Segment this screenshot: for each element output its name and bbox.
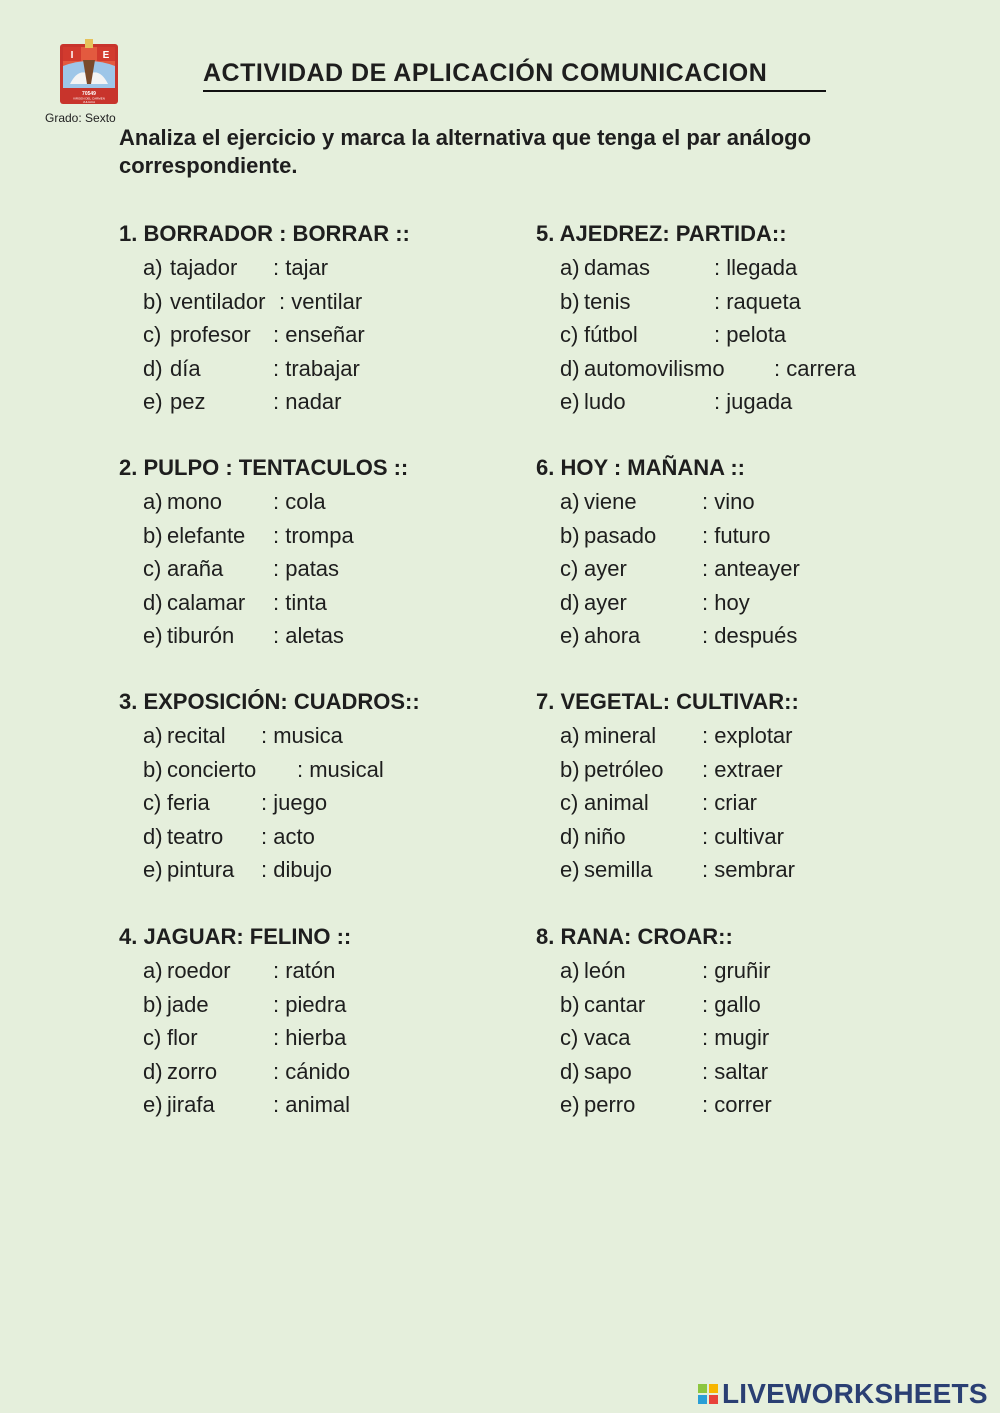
option-term: elefante [167, 522, 246, 548]
option-pair: : pelota [714, 322, 787, 348]
option-pair: : trompa [273, 522, 354, 548]
option-letter: a) [560, 958, 580, 983]
option-pair: : criar [702, 790, 757, 816]
option-b[interactable] [560, 285, 936, 319]
option-a[interactable] [143, 719, 519, 753]
option-term: pintura [167, 857, 235, 883]
option-letter: c) [143, 790, 162, 816]
option-letter: c) [143, 322, 162, 348]
question-7 [536, 685, 936, 887]
option-letter: e) [560, 623, 580, 649]
option-pair: : trabajar [273, 355, 360, 381]
option-letter: e) [143, 389, 163, 415]
option-letter: e) [143, 857, 163, 883]
option-pair: : sembrar [702, 857, 795, 883]
option-term: ahora [584, 623, 641, 649]
question-title: 4. JAGUAR: FELINO :: [119, 924, 352, 949]
option-pair: : futuro [702, 522, 771, 548]
option-letter: d) [143, 1058, 163, 1084]
option-pair: : cultivar [702, 823, 784, 849]
option-term: ayer [584, 556, 627, 582]
option-pair: : jugada [714, 389, 793, 415]
question-2 [119, 451, 519, 653]
option-letter: e) [560, 857, 580, 883]
option-b[interactable] [143, 519, 519, 553]
option-a[interactable] [560, 719, 936, 753]
question-1 [119, 217, 519, 419]
option-term: sapo [584, 1058, 632, 1084]
option-b[interactable] [143, 753, 519, 787]
option-term: jade [167, 991, 209, 1017]
question-title: 5. AJEDREZ: PARTIDA:: [536, 221, 787, 246]
option-d[interactable] [143, 1055, 519, 1089]
option-letter: a) [560, 489, 580, 514]
liveworksheets-logo-icon [697, 1383, 719, 1405]
option-pair: : nadar [273, 389, 342, 415]
option-term: ventilador [170, 288, 266, 314]
option-term: león [584, 958, 626, 983]
option-term: perro [584, 1092, 636, 1118]
option-term: niño [584, 823, 626, 849]
svg-text:I: I [70, 50, 74, 61]
option-pair: : anteayer [702, 556, 800, 582]
option-term: roedor [167, 958, 231, 983]
option-a[interactable] [143, 485, 519, 519]
option-letter: c) [143, 556, 162, 582]
option-letter: b) [143, 522, 163, 548]
school-logo [58, 38, 120, 108]
option-pair: : aletas [273, 623, 344, 649]
option-d[interactable] [143, 352, 519, 386]
option-e[interactable] [143, 619, 519, 653]
question-3 [119, 685, 519, 887]
option-d[interactable] [560, 586, 936, 620]
option-pair: : dibujo [261, 857, 332, 883]
option-letter: d) [143, 355, 163, 381]
option-term: zorro [167, 1058, 218, 1084]
option-pair: : llegada [714, 255, 798, 280]
option-term: teatro [167, 823, 224, 849]
option-term: feria [167, 790, 210, 816]
option-e[interactable] [560, 385, 936, 419]
option-term: semilla [584, 857, 653, 883]
option-c[interactable] [560, 318, 936, 352]
option-pair: : después [702, 623, 798, 649]
option-pair: : correr [702, 1092, 772, 1118]
option-term: petróleo [584, 756, 664, 782]
option-c[interactable] [143, 786, 519, 820]
option-letter: d) [560, 355, 580, 381]
question-5 [536, 217, 936, 419]
option-term: flor [167, 1025, 198, 1051]
option-d[interactable] [143, 820, 519, 854]
option-term: araña [167, 556, 224, 582]
option-pair: : explotar [702, 723, 793, 748]
option-pair: : raqueta [714, 288, 801, 314]
instructions: Analiza el ejercicio y marca la alternativa que tenga el par análogo correspondiente. [119, 125, 812, 178]
option-a[interactable] [143, 251, 519, 285]
option-term: cantar [584, 991, 646, 1017]
option-pair: : animal [273, 1092, 351, 1118]
option-letter: c) [560, 322, 579, 348]
page-title: ACTIVIDAD DE APLICACIÓN COMUNICACION [203, 56, 826, 92]
option-term: animal [584, 790, 649, 816]
option-term: tajador [170, 255, 238, 280]
question-title: 7. VEGETAL: CULTIVAR:: [536, 689, 799, 714]
question-title: 3. EXPOSICIÓN: CUADROS:: [119, 689, 420, 714]
option-d[interactable] [560, 1055, 936, 1089]
option-letter: e) [143, 1092, 163, 1118]
option-e[interactable] [560, 1088, 936, 1122]
option-d[interactable] [143, 586, 519, 620]
option-letter: a) [143, 958, 163, 983]
option-pair: : hoy [702, 589, 750, 615]
option-pair: : juego [261, 790, 328, 816]
grade-label: Grado: Sexto [45, 111, 116, 125]
option-letter: b) [560, 522, 580, 548]
option-term: recital [167, 723, 226, 748]
question-8 [536, 920, 936, 1122]
option-pair: : enseñar [273, 322, 365, 348]
option-letter: d) [560, 823, 580, 849]
option-letter: e) [143, 623, 163, 649]
option-pair: : vino [702, 489, 755, 514]
option-pair: : mugir [702, 1025, 770, 1051]
option-letter: a) [560, 723, 580, 748]
option-b[interactable] [143, 285, 519, 319]
option-letter: a) [143, 489, 163, 514]
option-letter: b) [143, 288, 163, 314]
option-pair: : tajar [273, 255, 329, 280]
question-title: 6. HOY : MAÑANA :: [536, 455, 745, 480]
option-term: ludo [584, 389, 626, 415]
option-letter: a) [560, 255, 580, 280]
option-letter: b) [560, 991, 580, 1017]
option-a[interactable] [143, 954, 519, 988]
option-letter: d) [143, 823, 163, 849]
option-c[interactable] [560, 1021, 936, 1055]
option-letter: c) [560, 556, 579, 582]
option-e[interactable] [560, 619, 936, 653]
option-letter: d) [143, 589, 163, 615]
option-letter: c) [143, 1025, 162, 1051]
option-term: pasado [584, 522, 657, 548]
option-pair: : ventilar [279, 288, 363, 314]
option-a[interactable] [560, 251, 936, 285]
option-term: tenis [584, 288, 631, 314]
option-b[interactable] [560, 753, 936, 787]
option-term: viene [584, 489, 637, 514]
option-pair: : carrera [774, 355, 856, 381]
option-e[interactable] [143, 1088, 519, 1122]
option-pair: : gruñir [702, 958, 771, 983]
option-term: fútbol [584, 322, 638, 348]
option-term: mono [167, 489, 223, 514]
option-letter: b) [143, 991, 163, 1017]
option-letter: d) [560, 589, 580, 615]
option-term: jirafa [167, 1092, 215, 1118]
question-title: 1. BORRADOR : BORRAR :: [119, 221, 410, 246]
option-letter: c) [560, 1025, 579, 1051]
option-pair: : hierba [273, 1025, 347, 1051]
svg-text:70549: 70549 [82, 91, 96, 97]
option-c[interactable] [143, 552, 519, 586]
option-pair: : tinta [273, 589, 327, 615]
option-letter: e) [560, 389, 580, 415]
option-a[interactable] [560, 954, 936, 988]
option-term: vaca [584, 1025, 631, 1051]
option-pair: : patas [273, 556, 340, 582]
option-pair: : musical [297, 756, 384, 782]
option-pair: : gallo [702, 991, 761, 1017]
liveworksheets-brand [697, 1377, 988, 1411]
option-d[interactable] [560, 820, 936, 854]
option-term: automovilismo [584, 355, 725, 381]
option-letter: a) [143, 255, 163, 280]
option-term: concierto [167, 756, 257, 782]
option-term: damas [584, 255, 651, 280]
option-pair: : acto [261, 823, 315, 849]
question-6 [536, 451, 936, 653]
option-pair: : extraer [702, 756, 783, 782]
option-c[interactable] [560, 552, 936, 586]
svg-text:JULIACA: JULIACA [82, 100, 96, 104]
option-b[interactable] [143, 988, 519, 1022]
option-pair: : ratón [273, 958, 336, 983]
option-e[interactable] [143, 853, 519, 887]
option-letter: d) [560, 1058, 580, 1084]
option-b[interactable] [560, 519, 936, 553]
option-pair: : cola [273, 489, 326, 514]
option-letter: b) [560, 288, 580, 314]
svg-text:VIRGEN DEL CARMEN: VIRGEN DEL CARMEN [73, 96, 105, 101]
option-pair: : piedra [273, 991, 347, 1017]
option-term: tiburón [167, 623, 235, 649]
option-pair: : musica [261, 723, 343, 748]
option-pair: : cánido [273, 1058, 351, 1084]
option-term: ayer [584, 589, 627, 615]
option-pair: : saltar [702, 1058, 769, 1084]
option-letter: b) [143, 756, 163, 782]
question-title: 8. RANA: CROAR:: [536, 924, 733, 949]
option-term: pez [170, 389, 206, 415]
option-e[interactable] [143, 385, 519, 419]
option-c[interactable] [560, 786, 936, 820]
option-term: mineral [584, 723, 657, 748]
option-term: día [170, 355, 201, 381]
option-letter: c) [560, 790, 579, 816]
option-e[interactable] [560, 853, 936, 887]
option-term: calamar [167, 589, 246, 615]
option-term: profesor [170, 322, 251, 348]
option-b[interactable] [560, 988, 936, 1022]
option-letter: a) [143, 723, 163, 748]
question-4 [119, 920, 519, 1122]
option-letter: b) [560, 756, 580, 782]
option-letter: e) [560, 1092, 580, 1118]
option-c[interactable] [143, 1021, 519, 1055]
option-c[interactable] [143, 318, 519, 352]
brand-text: LIVEWORKSHEETS [722, 1378, 988, 1409]
svg-text:E: E [102, 50, 110, 61]
question-title: 2. PULPO : TENTACULOS :: [119, 455, 409, 480]
option-a[interactable] [560, 485, 936, 519]
option-d[interactable] [560, 352, 936, 386]
